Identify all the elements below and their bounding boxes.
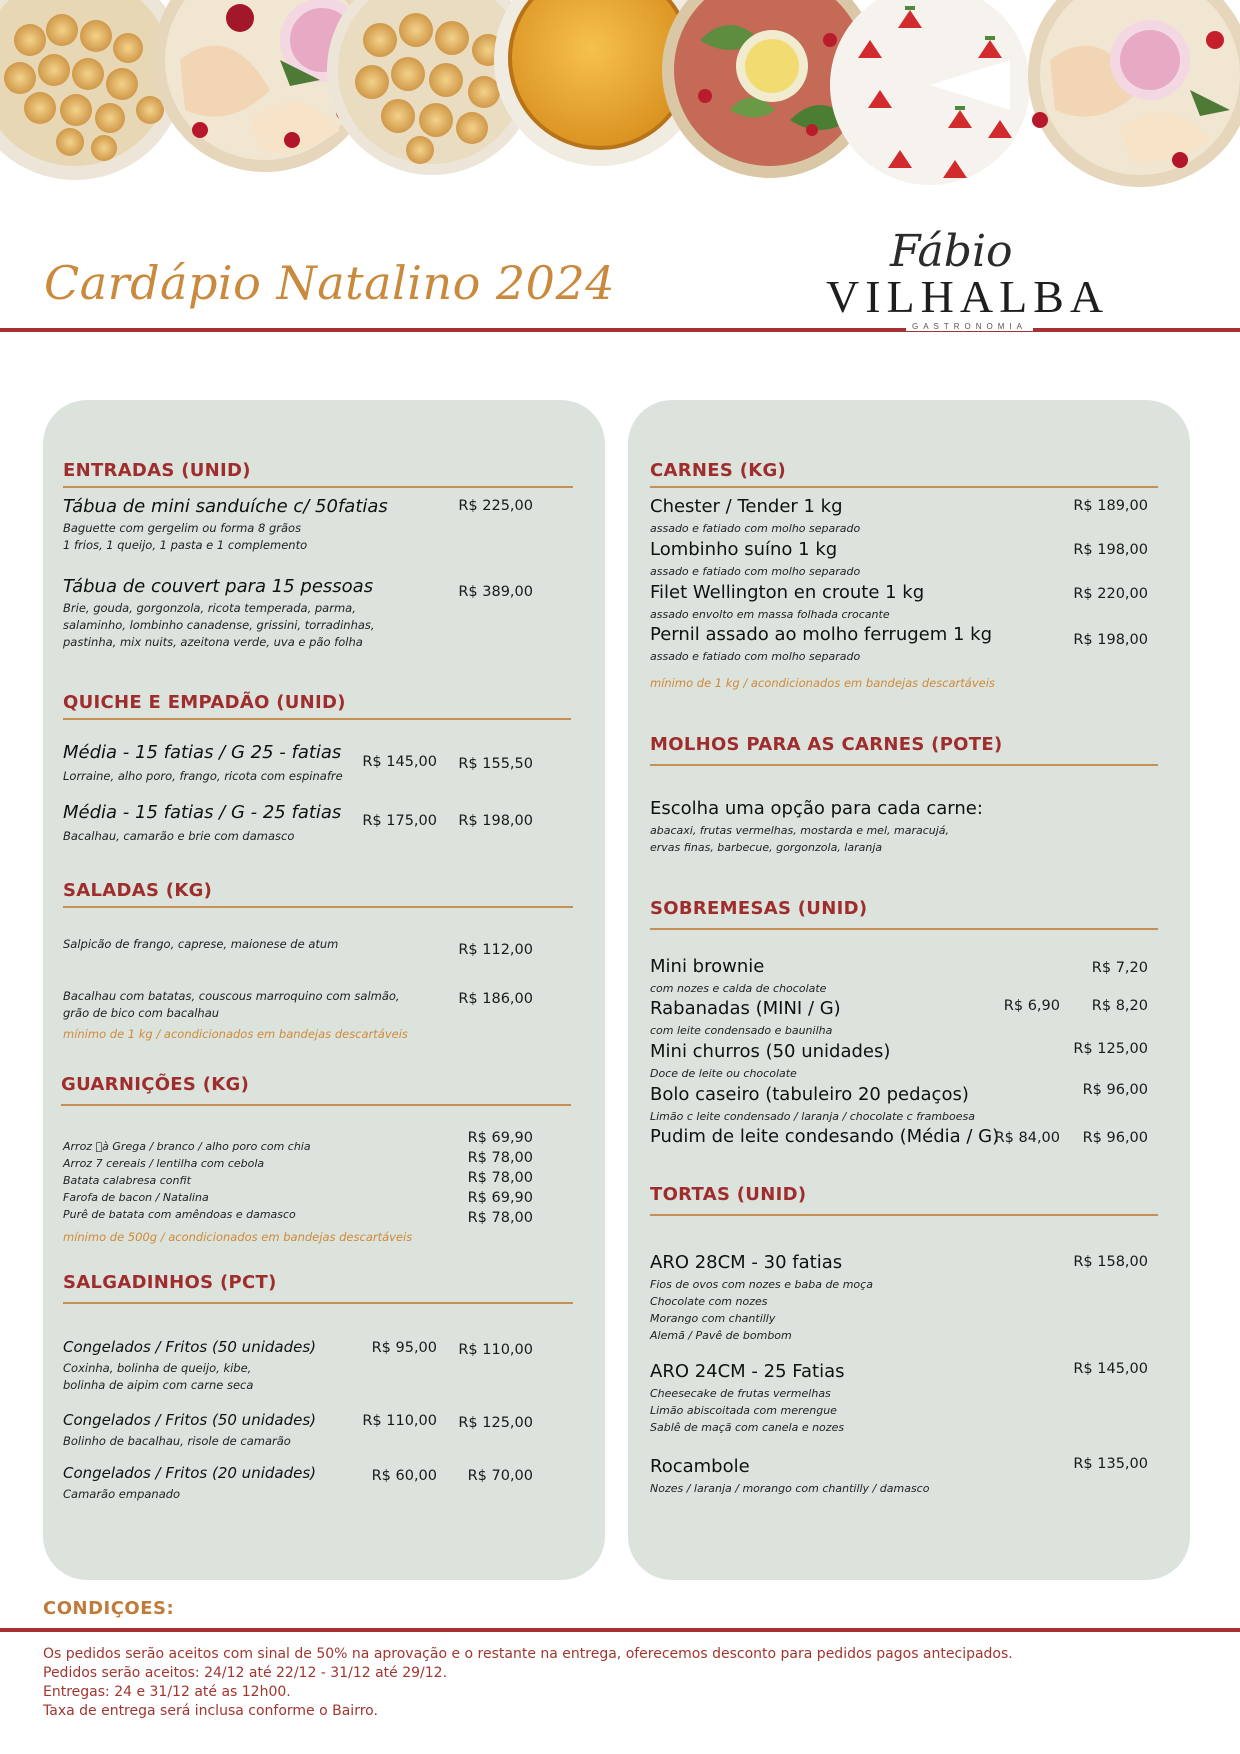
item-price: R$ 7,20 <box>1091 960 1148 976</box>
item-price: R$ 112,00 <box>458 942 533 958</box>
item-price: R$ 220,00 <box>1073 586 1148 602</box>
header-divider <box>0 328 1240 332</box>
item-name: Rocambole <box>650 1456 750 1477</box>
item-price: R$ 189,00 <box>1073 498 1148 514</box>
conditions-title: CONDIÇOES: <box>43 1598 175 1619</box>
section-heading-molhos: MOLHOS PARA AS CARNES (POTE) <box>650 734 1003 755</box>
conditions-divider <box>0 1628 1240 1632</box>
section-divider <box>61 1104 571 1106</box>
item-name: Pudim de leite condesando (Média / G) <box>650 1126 1000 1147</box>
item-price-a: R$ 95,00 <box>371 1340 437 1356</box>
item-price: R$ 96,00 <box>1082 1130 1148 1146</box>
item-name: Chester / Tender 1 kg <box>650 496 843 517</box>
conditions-line: Entregas: 24 e 31/12 até as 12h00. <box>43 1684 291 1700</box>
item-price: R$ 96,00 <box>1082 1082 1148 1098</box>
menu-panel-right <box>628 400 1190 1580</box>
photo-bolo-morango <box>830 0 1030 185</box>
item-price-medium: R$ 145,00 <box>362 754 437 770</box>
section-heading-carnes: CARNES (KG) <box>650 460 787 481</box>
item-desc: com leite condensado e baunilha <box>650 1024 833 1037</box>
item-desc: Chocolate com nozes <box>650 1295 768 1308</box>
food-photo-strip <box>0 0 1240 210</box>
item-desc: Nozes / laranja / morango com chantilly / damasco <box>650 1482 930 1495</box>
item-desc: Camarão empanado <box>63 1487 181 1501</box>
section-heading-quiche: QUICHE E EMPADÃO (UNID) <box>63 692 346 713</box>
item-desc: Cheesecake de frutas vermelhas <box>650 1387 831 1400</box>
item-desc: com nozes e calda de chocolate <box>650 982 827 995</box>
section-divider <box>650 928 1158 930</box>
item-name: Tábua de couvert para 15 pessoas <box>63 576 374 597</box>
item-price: R$ 78,00 <box>467 1170 533 1186</box>
item-desc: 1 frios, 1 queijo, 1 pasta e 1 complemento <box>63 538 308 552</box>
item-price-large: R$ 155,50 <box>458 756 533 772</box>
section-heading-saladas: SALADAS (KG) <box>63 880 213 901</box>
item-desc: Baguette com gergelim ou forma 8 grãos <box>63 521 302 535</box>
item-desc: Coxinha, bolinha de queijo, kibe, <box>63 1361 252 1375</box>
section-divider <box>63 718 571 720</box>
item-price-medium: R$ 175,00 <box>362 813 437 829</box>
section-heading-salgadinhos: SALGADINHOS (PCT) <box>63 1272 277 1293</box>
section-heading-sobremesas: SOBREMESAS (UNID) <box>650 898 868 919</box>
item-name: Filet Wellington en croute 1 kg <box>650 582 925 603</box>
item-price: R$ 78,00 <box>467 1150 533 1166</box>
photo-tabua-frios-2 <box>1028 0 1240 187</box>
section-note: mínimo de 500g / acondicionados em bandejas descartáveis <box>63 1230 413 1244</box>
section-divider <box>63 486 573 488</box>
item-desc: assado e fatiado com molho separado <box>650 650 861 663</box>
item-price: R$ 145,00 <box>1073 1361 1148 1377</box>
section-divider <box>63 906 573 908</box>
item-desc: assado e fatiado com molho separado <box>650 522 861 535</box>
section-heading-entradas: ENTRADAS (UNID) <box>63 460 251 481</box>
item-price: R$ 158,00 <box>1073 1254 1148 1270</box>
food-photos <box>0 0 1240 210</box>
item-desc: Arroz  à Grega / branco / alho poro com chia <box>63 1140 311 1153</box>
item-desc: Bacalhau, camarão e brie com damasco <box>63 829 295 843</box>
item-price-a: R$ 110,00 <box>362 1413 437 1429</box>
item-price: R$ 225,00 <box>458 498 533 514</box>
item-desc: Bolinho de bacalhau, risole de camarão <box>63 1434 291 1448</box>
item-desc: assado e fatiado com molho separado <box>650 565 861 578</box>
page-title: Cardápio Natalino 2024 <box>44 256 615 310</box>
item-desc: Limão c leite condensado / laranja / chocolate c framboesa <box>650 1110 975 1123</box>
item-name: Bolo caseiro (tabuleiro 20 pedaços) <box>650 1084 969 1105</box>
item-price-b: R$ 110,00 <box>458 1342 533 1358</box>
item-price-b: R$ 70,00 <box>467 1468 533 1484</box>
section-heading-tortas: TORTAS (UNID) <box>650 1184 807 1205</box>
item-desc: ervas finas, barbecue, gorgonzola, laranja <box>650 841 883 854</box>
item-name: Congelados / Fritos (20 unidades) <box>63 1464 316 1482</box>
item-desc: abacaxi, frutas vermelhas, mostarda e mel, maracujá, <box>650 824 950 837</box>
item-name: Média - 15 fatias / G 25 - fatias <box>63 742 342 763</box>
item-price: R$ 186,00 <box>458 991 533 1007</box>
item-desc: Arroz 7 cereais / lentilha com cebola <box>63 1157 265 1170</box>
conditions-line: Taxa de entrega será inclusa conforme o Bairro. <box>43 1703 378 1719</box>
item-desc: Farofa de bacon / Natalina <box>63 1191 209 1204</box>
item-desc: Limão abiscoitada com merengue <box>650 1404 837 1417</box>
item-price-b: R$ 125,00 <box>458 1415 533 1431</box>
item-price-a: R$ 60,00 <box>371 1468 437 1484</box>
section-divider <box>650 486 1158 488</box>
item-desc: Morango com chantilly <box>650 1312 776 1325</box>
section-divider <box>63 1302 573 1304</box>
item-name: Congelados / Fritos (50 unidades) <box>63 1338 316 1356</box>
logo-sub: GASTRONOMIA <box>906 322 1033 331</box>
item-desc: Brie, gouda, gorgonzola, ricota temperada, parma, <box>63 601 356 615</box>
item-price-mini: R$ 6,90 <box>1003 998 1060 1014</box>
item-desc: pastinha, mix nuits, azeitona verde, uva e pão folha <box>63 635 363 649</box>
item-price: R$ 135,00 <box>1073 1456 1148 1472</box>
brand-logo <box>820 226 1120 334</box>
logo-script: Fábio <box>890 226 1013 277</box>
item-price: R$ 198,00 <box>1073 542 1148 558</box>
section-heading-guarnicoes: GUARNIÇÕES (KG) <box>61 1074 250 1095</box>
item-name: Escolha uma opção para cada carne: <box>650 798 983 819</box>
menu-panel-left <box>43 400 605 1580</box>
section-divider <box>650 1214 1158 1216</box>
item-price-large: R$ 198,00 <box>458 813 533 829</box>
item-name: Mini brownie <box>650 956 765 977</box>
item-desc: Alemã / Pavê de bombom <box>650 1329 792 1342</box>
item-desc: grão de bico com bacalhau <box>63 1006 220 1020</box>
item-name: Congelados / Fritos (50 unidades) <box>63 1411 316 1429</box>
item-desc: Doce de leite ou chocolate <box>650 1067 797 1080</box>
item-price: R$ 125,00 <box>1073 1041 1148 1057</box>
item-desc: Fios de ovos com nozes e baba de moça <box>650 1278 873 1291</box>
item-desc: salaminho, lombinho canadense, grissini, torradinhas, <box>63 618 375 632</box>
item-name: Média - 15 fatias / G - 25 fatias <box>63 802 342 823</box>
item-desc: Purê de batata com amêndoas e damasco <box>63 1208 296 1221</box>
item-price: R$ 78,00 <box>467 1210 533 1226</box>
conditions-line: Os pedidos serão aceitos com sinal de 50% na aprovação e o restante na entrega, oferecemos desconto para pedidos pagos antecipados. <box>43 1646 1013 1662</box>
item-desc: Lorraine, alho poro, frango, ricota com espinafre <box>63 769 343 783</box>
item-price: R$ 389,00 <box>458 584 533 600</box>
item-name: Rabanadas (MINI / G) <box>650 998 841 1019</box>
item-price: R$ 8,20 <box>1091 998 1148 1014</box>
item-name: ARO 24CM - 25 Fatias <box>650 1361 845 1382</box>
logo-main: VILHALBA <box>826 271 1110 322</box>
item-desc: bolinha de aipim com carne seca <box>63 1378 254 1392</box>
item-desc: assado envolto em massa folhada crocante <box>650 608 890 621</box>
item-price-medium: R$ 84,00 <box>994 1130 1060 1146</box>
item-desc: Salpicão de frango, caprese, maionese de atum <box>63 937 339 951</box>
section-note: mínimo de 1 kg / acondicionados em bandejas descartáveis <box>650 676 995 690</box>
conditions-line: Pedidos serão aceitos: 24/12 até 22/12 - 31/12 até 29/12. <box>43 1665 448 1681</box>
item-desc: Sablê de maçã com canela e nozes <box>650 1421 845 1434</box>
section-note: mínimo de 1 kg / acondicionados em bandejas descartáveis <box>63 1027 408 1041</box>
item-name: Tábua de mini sanduíche c/ 50fatias <box>63 496 388 517</box>
item-name: Lombinho suíno 1 kg <box>650 539 838 560</box>
item-name: ARO 28CM - 30 fatias <box>650 1252 843 1273</box>
item-name: Pernil assado ao molho ferrugem 1 kg <box>650 624 993 645</box>
item-desc: Batata calabresa confit <box>63 1174 191 1187</box>
item-desc: Bacalhau com batatas, couscous marroquino com salmão, <box>63 989 400 1003</box>
section-divider <box>650 764 1158 766</box>
item-price: R$ 198,00 <box>1073 632 1148 648</box>
item-price: R$ 69,90 <box>467 1190 533 1206</box>
item-name: Mini churros (50 unidades) <box>650 1041 891 1062</box>
item-price: R$ 69,90 <box>467 1130 533 1146</box>
